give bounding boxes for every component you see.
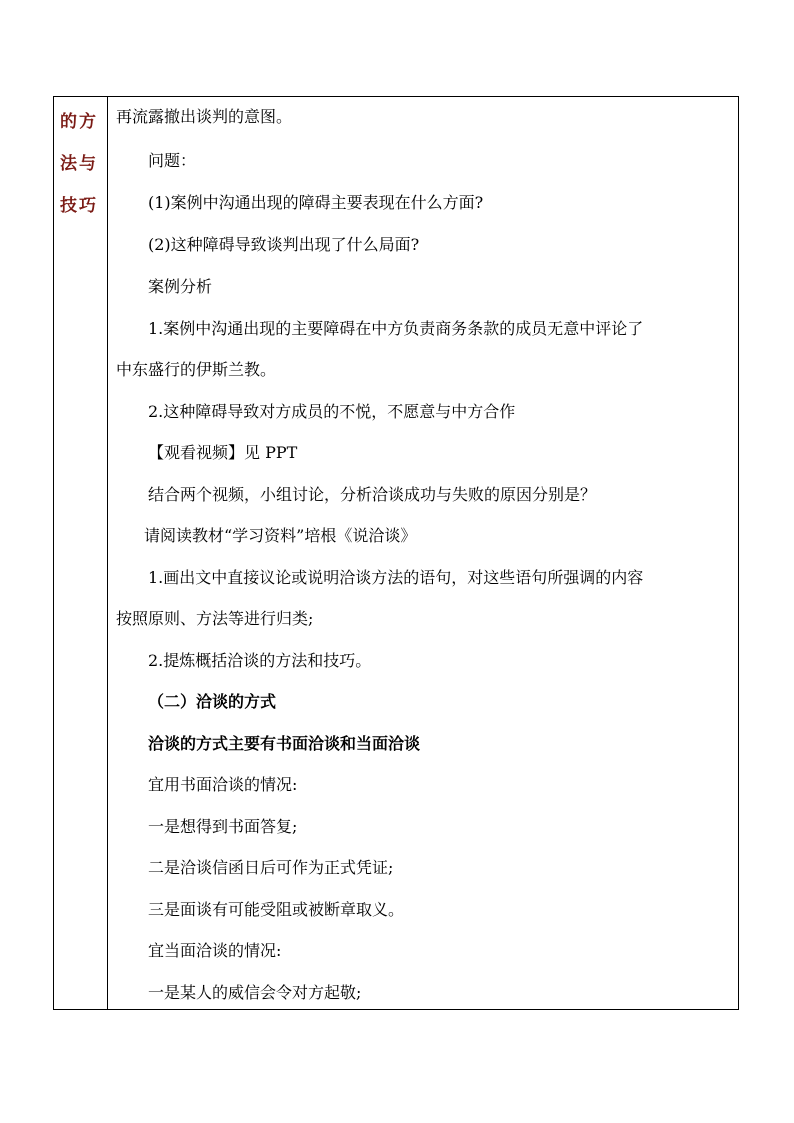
section-label-cell <box>54 97 107 1009</box>
paragraph-line: 1.画出文中直接议论或说明洽谈方法的语句，对这些语句所强调的内容 <box>148 568 644 587</box>
paragraph-line: 一是想得到书面答复; <box>148 817 298 836</box>
paragraph-line: 2.这种障碍导致对方成员的不悦，不愿意与中方合作 <box>148 402 516 421</box>
paragraph-line: 请阅读教材“学习资料”培根《说洽谈》 <box>144 526 417 545</box>
section-label-line: 技巧 <box>60 196 98 216</box>
section-label-line: 法与 <box>60 154 98 174</box>
paragraph-line: 案例分析 <box>148 277 213 296</box>
paragraph-line: 问题： <box>148 151 197 170</box>
paragraph-line: (1)案例中沟通出现的障碍主要表现在什么方面? <box>148 193 484 212</box>
paragraph-line: 1.案例中沟通出现的主要障碍在中方负责商务条款的成员无意中评论了 <box>148 319 644 338</box>
paragraph-line: 按照原则、方法等进行归类; <box>116 609 314 628</box>
section-heading: （二）洽谈的方式 <box>148 692 277 711</box>
section-label-line: 的方 <box>60 112 98 132</box>
paragraph-line: 三是面谈有可能受阻或被断章取义。 <box>148 900 405 919</box>
paragraph-line: 二是洽谈信函日后可作为正式凭证; <box>148 858 394 877</box>
lesson-table <box>53 96 739 1010</box>
paragraph-line: 中东盛行的伊斯兰教。 <box>116 360 277 379</box>
paragraph-line: 再流露撤出谈判的意图。 <box>116 107 293 126</box>
content-cell <box>108 97 738 1009</box>
paragraph-line: 结合两个视频，小组讨论，分析洽谈成功与失败的原因分别是？ <box>148 485 597 504</box>
paragraph-line: 【观看视频】见 PPT <box>148 443 298 462</box>
paragraph-line: 宜用书面洽谈的情况: <box>148 775 298 794</box>
paragraph-line: 2.提炼概括洽谈的方法和技巧。 <box>148 651 372 670</box>
paragraph-line: 宜当面洽谈的情况: <box>148 941 282 960</box>
section-summary: 洽谈的方式主要有书面洽谈和当面洽谈 <box>148 734 421 753</box>
paragraph-line: (2)这种障碍导致谈判出现了什么局面? <box>148 235 420 254</box>
paragraph-line: 一是某人的威信会令对方起敬; <box>148 983 362 1002</box>
